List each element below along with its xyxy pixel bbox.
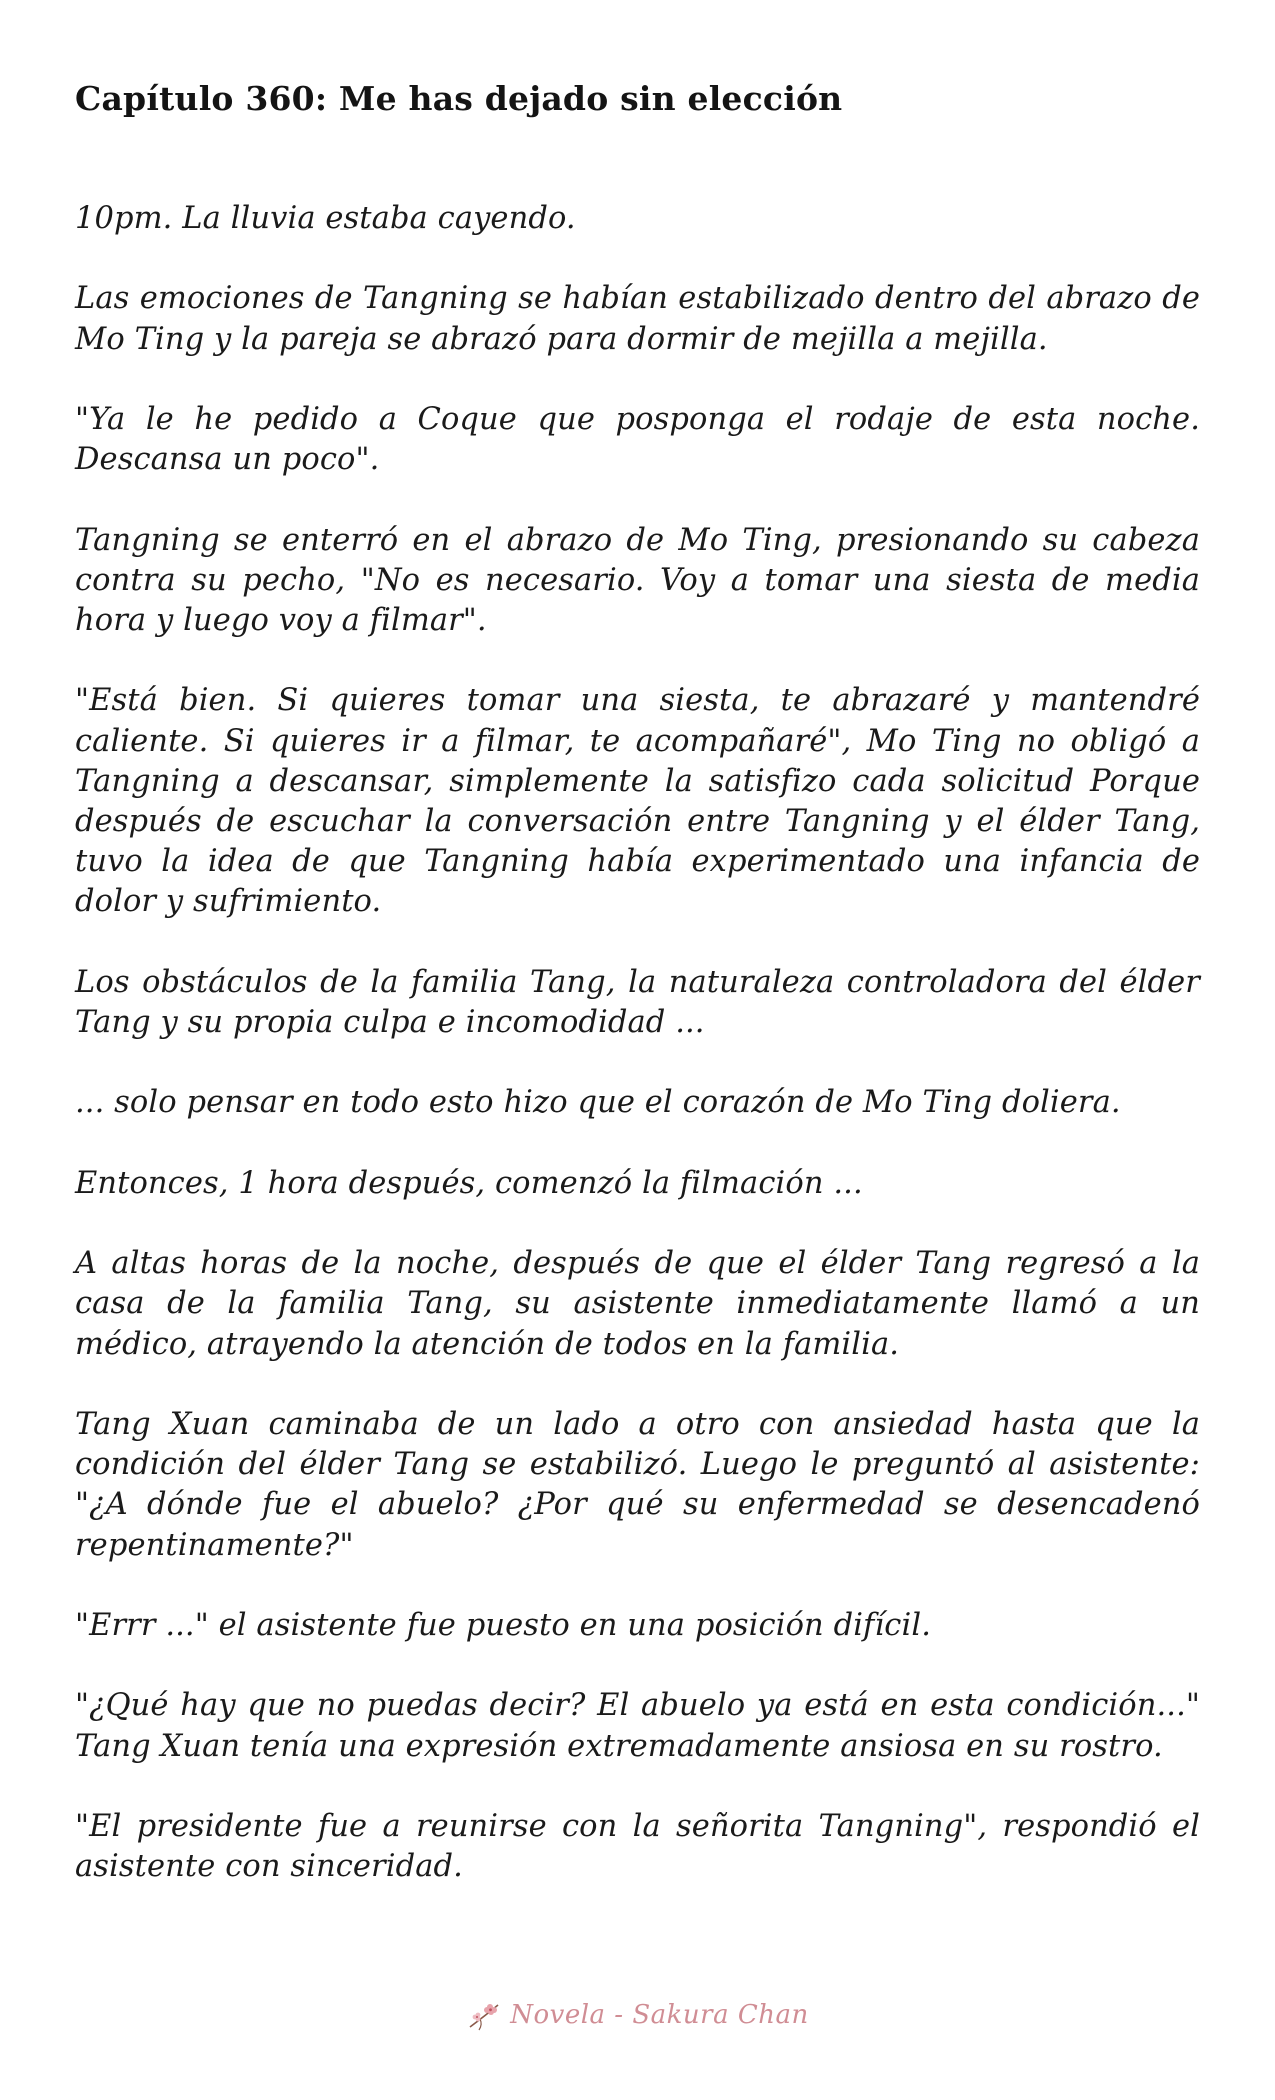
paragraph: "Está bien. Si quieres tomar una siesta, te abrazaré y mantendré caliente. Si quieres ir a filmar, te acompañaré", Mo Ting no obligó a Tangning a descansar, simplemente la satisfizo cada solicitud Porque después de escuchar la conversación entre Tangning y el élder Tang, tuvo la idea de que Tangning había experimentado una infancia de dolor y sufrimiento. (75, 683, 1200, 920)
paragraph: "¿Qué hay que no puedas decir? El abuelo ya está en esta condición..." Tang Xuan tenía una expresión extremadamente ansiosa en su rostro. (75, 1688, 1200, 1764)
chapter-title: Capítulo 360: Me has dejado sin elección (75, 79, 843, 118)
paragraph: Tang Xuan caminaba de un lado a otro con ansiedad hasta que la condición del élder Tang se estabilizó. Luego le preguntó al asistente: "¿A dónde fue el abuelo? ¿Por qué su enfermedad se desencadenó repentinamente?" (75, 1406, 1200, 1563)
paragraph: Los obstáculos de la familia Tang, la naturaleza controladora del élder Tang y su propia culpa e incomodidad ... (75, 964, 1200, 1040)
chapter-body (75, 199, 1200, 1928)
watermark-text: Novela - Sakura Chan (510, 2000, 809, 2030)
paragraph: Tangning se enterró en el abrazo de Mo Ting, presionando su cabeza contra su pecho, "No es necesario. Voy a tomar una siesta de media hora y luego voy a filmar". (75, 522, 1200, 638)
paragraph: "Ya le he pedido a Coque que posponga el rodaje de esta noche. Descansa un poco". (75, 401, 1200, 478)
paragraph: Entonces, 1 hora después, comenzó la filmación ... (75, 1165, 863, 1201)
watermark (0, 1993, 1275, 2037)
paragraph: "Errr ..." el asistente fue puesto en una posición difícil. (75, 1607, 931, 1643)
paragraph: A altas horas de la noche, después de que el élder Tang regresó a la casa de la familia Tang, su asistente inmediatamente llamó a un médico, atrayendo la atención de todos en la familia. (75, 1246, 1200, 1362)
paragraph: 10pm. La lluvia estaba cayendo. (75, 201, 576, 236)
paragraph: "El presidente fue a reunirse con la señorita Tangning", respondió el asistente con sinceridad. (75, 1808, 1200, 1885)
cherry-blossom-icon (466, 1997, 502, 2033)
paragraph: Las emociones de Tangning se habían estabilizado dentro del abrazo de Mo Ting y la pareja se abrazó para dormir de mejilla a mejilla. (75, 281, 1200, 357)
paragraph: ... solo pensar en todo esto hizo que el corazón de Mo Ting doliera. (75, 1085, 1121, 1121)
